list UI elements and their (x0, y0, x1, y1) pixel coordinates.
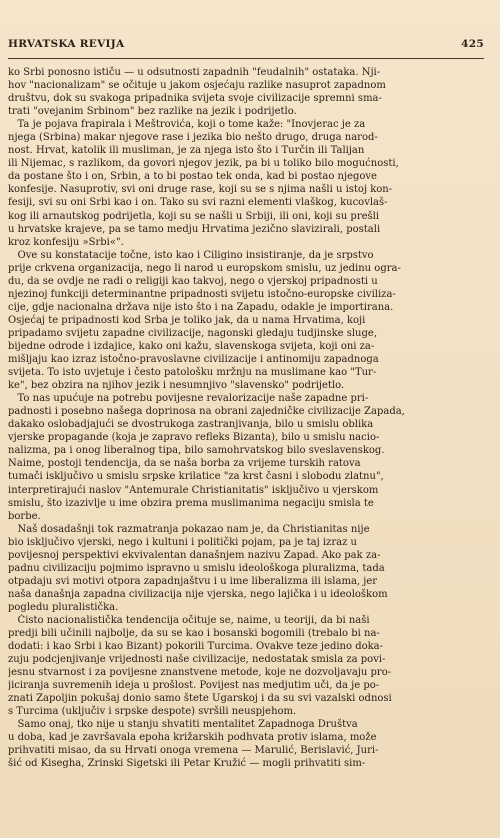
text-line: borbe. (8, 510, 41, 522)
page-number: 425 (461, 38, 484, 50)
text-line: dakako oslobadjajući se dvostrukoga zastranjivanja, bilo u smislu oblika (8, 419, 374, 431)
text-line: fesiji, svi su oni Srbi kao i on. Tako su svi razni elementi vlaškog, kucovlaš- (8, 197, 388, 209)
text-line: svijeta. To isto uvjetuje i često patološku mržnju na muslimane kao "Tur- (8, 367, 377, 379)
text-line: jesnu stvarnost i za povijesne znanstvene metode, koje ne dozvoljavaju pro- (8, 667, 392, 679)
text-line: u doba, kad je završavala epoha križarskih podhvata protiv islama, može (8, 732, 377, 744)
text-line: predji bili učinili najbolje, da su se kao i bosanski bogomili (trebalo bi na- (8, 628, 380, 640)
text-line: trati "ovejanim Srbinom" bez razlike na jezik i podrijetlo. (8, 106, 297, 118)
text-line: povijesnoj perspektivi ekvivalentan današnjem nazivu Zapad. Ako pak za- (8, 549, 381, 561)
text-line: bio isključivo vjerski, nego i kultuni i politički pojam, pa je taj izraz u (8, 536, 357, 548)
text-line: naša današnja zapadna civilizacija nije vjerska, nego lajička i u ideološkom (8, 588, 388, 600)
text-line: Samo onaj, tko nije u stanju shvatiti mentalitet Zapadnoga Društva (8, 719, 358, 731)
text-line: društvu, dok su svakoga pripadnika svijeta svoje civilizacije spremni sma- (8, 93, 382, 105)
text-line: nost. Hrvat, katolik ili musliman, je za njega isto što i Turčin ili Talijan (8, 145, 365, 157)
text-line: Ove su konstatacije točne, isto kao i Ciligino insistiranje, da je srpstvo (8, 249, 374, 261)
text-line: interpretirajući naslov "Antemurale Christianitatis" isključivo u vjerskom (8, 484, 379, 496)
text-line: Naime, postoji tendencija, da se naša borba za vrijeme turskih ratova (8, 458, 361, 470)
text-line: da postane što i on, Srbin, a to bi postao tek onda, kad bi postao njegove (8, 171, 377, 183)
text-line: du, da se ovdje ne radi o religiji kao takvoj, nego o vjerskoj pripadnosti u (8, 275, 378, 287)
text-line: znati Zapoljin pokušaj donio samo štete Ugarskoj i da su svi vazalski odnosi (8, 693, 392, 705)
text-line: prije crkvena organizacija, nego li narod u europskom smislu, uz jedinu ogra- (8, 262, 401, 274)
text-line: njega (Srbina) makar njegove rase i jezika bio nešto drugo, druga narod- (8, 132, 378, 144)
text-line: cije, gdje nacionalna država nije isto što i na Zapadu, odakle je importirana. (8, 301, 394, 313)
text-line: Osjećaj te pripadnosti kod Srba je toliko jak, da u nama Hrvatima, koji (8, 314, 366, 326)
text-line: mišljaju kao izraz istočno-pravoslavne civilizacije i antinomiju zapadnoga (8, 354, 379, 366)
text-line: ko Srbi ponosno ističu — u odsutnosti zapadnih "feudalnih" ostataka. Nji- (8, 67, 381, 78)
text-line: To nas upućuje na potrebu povijesne revalorizacije naše zapadne pri- (8, 393, 369, 405)
text-line: vjerske propagande (koja je zapravo refleks Bizanta), bilo u smislu nacio- (8, 432, 380, 444)
text-line: smislu, što izazivlje u ime obzira prema muslimanima negaciju smisla te (8, 497, 374, 509)
text-line: ke", bez obzira na njihov jezik i nesumnjivo "slavensko" podrijetlo. (8, 380, 345, 392)
text-line: bijedne odrode i izdajice, kako oni kažu, slavenskoga svijeta, koji oni za- (8, 340, 375, 352)
text-line: jiciranja suvremenih ideja u prošlost. Povijest nas medjutim uči, da je po- (8, 680, 380, 692)
text-line: pripadamo svijetu zapadne civilizacije, nagonski gledaju tudjinske sluge, (8, 327, 377, 339)
journal-title: HRVATSKA REVIJA (8, 38, 125, 50)
text-line: Čisto nacionalistička tendencija očituje se, naime, u teoriji, da bi naši (8, 614, 370, 626)
text-line: padnu civilizaciju pojmimo ispravno u smislu ideološkoga pluralizma, tada (8, 562, 385, 574)
text-line: otpadaju svi motivi otpora zapadnjaštvu i u ime liberalizma ili islama, jer (8, 575, 378, 587)
text-line: konfesije. Nasuprotiv, svi oni druge rase, koji su se s njima našli u istoj kon- (8, 184, 393, 196)
text-line: Ta je pojava frapirala i Meštrovića, koji o tome kaže: "Inovjerac je za (8, 119, 366, 131)
text-line: dodati: i kao Srbi i kao Bizant) pokorili Turcima. Ovakve teze jedino doka- (8, 641, 384, 653)
header-rule (8, 58, 484, 59)
running-header (8, 36, 484, 52)
text-line: pogledu pluralistička. (8, 601, 119, 613)
text-line: padnosti i posebno našega doprinosa na obrani zajedničke civilizacije Zapada, (8, 406, 405, 418)
text-line: hov "nacionalizam" se očituje u jakom osjećaju razlike nasuprot zapadnom (8, 80, 386, 92)
text-line: s Turcima (uključiv i srpske despote) svršili neuspjehom. (8, 706, 297, 718)
text-line: šić od Kisegha, Zrinski Sigetski ili Petar Kružić — mogli prihvatiti sim- (8, 758, 366, 770)
text-line: kroz konfesiju »Srbi«". (8, 236, 124, 248)
text-line: ili Nijemac, s razlikom, da govori njegov jezik, pa bi u toliko bilo mogućnosti, (8, 158, 399, 170)
text-line: zuju podcjenjivanje vrijednosti naše civilizacije, nedostatak smisla za povi- (8, 654, 386, 666)
body-text (8, 66, 484, 771)
text-line: u hrvatske krajeve, pa se tamo medju Hrvatima jezično slavizirali, postali (8, 223, 381, 235)
text-line: tumači isključivo u smislu srpske krilatice "za krst časni i slobodu zlatnu", (8, 471, 384, 483)
text-line: njezinoj funkciji determinantne pripadnosti svijetu istočno-europske civiliza- (8, 288, 396, 300)
text-line: prihvatiti misao, da su Hrvati onoga vremena — Marulić, Berislavić, Juri- (8, 745, 379, 757)
text-line: nalizma, pa i onog liberalnog tipa, bilo samohrvatskog bilo sveslavenskog. (8, 445, 385, 457)
text-line: Naš dosadašnji tok razmatranja pokazao nam je, da Christianitas nije (8, 523, 370, 535)
text-line: kog ili arnautskog podrijetla, koji su se našli u Srbiji, ili oni, koji su prešli (8, 210, 380, 222)
